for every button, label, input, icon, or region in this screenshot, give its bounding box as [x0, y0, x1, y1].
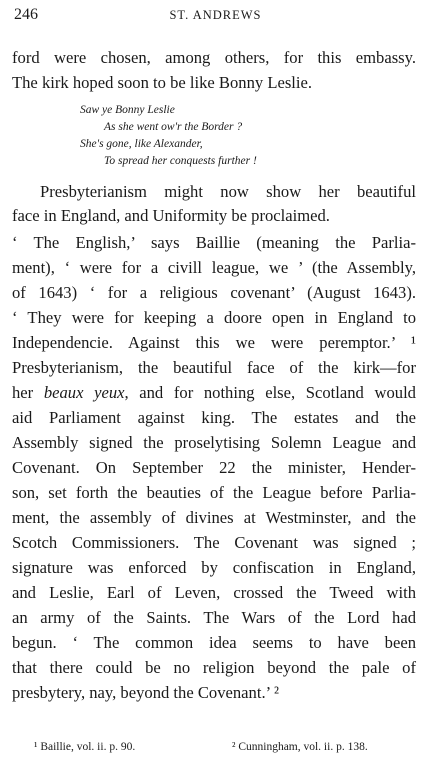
text-line: Presbyterianism might now show her beautiful — [40, 182, 416, 201]
verse-line: Saw ye Bonny Leslie — [80, 104, 175, 116]
text-line: son, set forth the beauties of the League before Parlia- — [12, 483, 416, 502]
italic-phrase: beaux yeux — [43, 383, 125, 402]
text-line: Assembly signed the proselytising Solemn League and — [12, 433, 416, 452]
text-line: of 1643) ‘ for a religious covenant’ (August 1643). — [12, 283, 416, 302]
text-line: an army of the Saints. The Wars of the Lord had — [12, 608, 416, 627]
text-line: ment), ‘ were for a civill league, we ’ (the Assembly, — [12, 258, 416, 277]
text-line: Presbyterianism, the beautiful face of the kirk—for — [12, 358, 416, 377]
text-line: begun. ‘ The common idea seems to have been — [12, 633, 416, 652]
text-fragment: , and for nothing else, Scotland would — [124, 383, 416, 402]
verse-line: She's gone, like Alexander, — [80, 138, 203, 150]
page-header — [14, 6, 417, 28]
running-head: ST. ANDREWS — [169, 8, 262, 22]
text-line — [12, 385, 416, 402]
text-line: aid Parliament against king. The estates and the — [12, 408, 416, 427]
page-number: 246 — [14, 6, 38, 23]
text-line: ford were chosen, among others, for this embassy. — [12, 48, 416, 67]
text-line: Scotch Commissioners. The Covenant was signed ; — [12, 533, 416, 552]
footnote: ¹ Baillie, vol. ii. p. 90. — [34, 741, 136, 753]
text-line: that there could be no religion beyond the pale of — [12, 658, 416, 677]
text-line: signature was enforced by confiscation in England, — [12, 558, 416, 577]
footnote: ² Cunningham, vol. ii. p. 138. — [232, 741, 368, 753]
text-line: The kirk hoped soon to be like Bonny Leslie. — [12, 73, 313, 92]
text-line: ‘ They were for keeping a doore open in England to — [12, 308, 416, 327]
text-line: Independencie. Against this we were peremptor.’ ¹ — [12, 333, 416, 352]
verse-line: To spread her conquests further ! — [104, 155, 257, 167]
text-fragment: her — [12, 383, 44, 402]
text-line: ‘ The English,’ says Baillie (meaning the Parlia- — [12, 233, 416, 252]
text-line: Covenant. On September 22 the minister, Hender- — [12, 458, 416, 477]
verse-line: As she went ow'r the Border ? — [104, 121, 243, 133]
text-line: presbytery, nay, beyond the Covenant.’ ² — [12, 683, 280, 702]
text-line: ment, the assembly of divines at Westminster, and the — [12, 508, 416, 527]
text-line: face in England, and Uniformity be proclaimed. — [12, 206, 330, 225]
text-line: and Leslie, Earl of Leven, crossed the Tweed with — [12, 583, 416, 602]
